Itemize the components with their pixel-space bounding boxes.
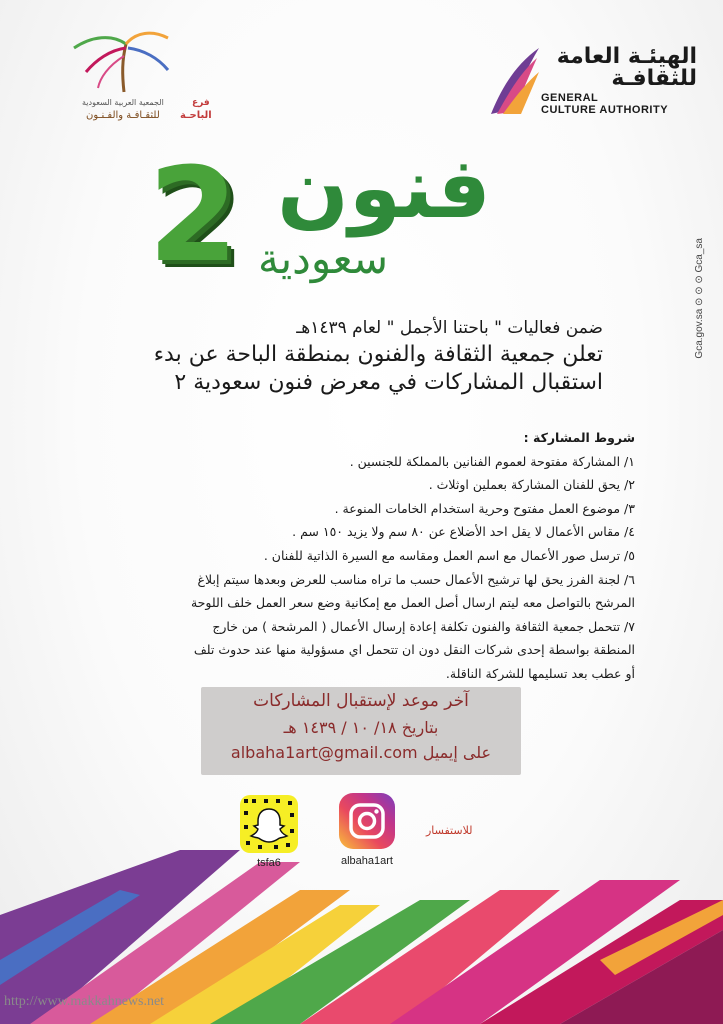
announcement-line-3: استقبال المشاركات في معرض فنون سعودية ٢ bbox=[174, 370, 603, 395]
gca-feather-icon bbox=[487, 44, 543, 116]
condition-item: أو عطب بعد تسليمها للشركة الناقلة. bbox=[445, 665, 635, 681]
side-social-text: Gca.gov.sa ⊙ ⊙ ⊙ Gca_sa bbox=[694, 238, 705, 359]
conditions-heading: شروط المشاركة : bbox=[523, 430, 635, 445]
condition-item: المرشح بالتواصل معه ليتم ارسال أصل العمل مع إمكانية وضع سعر العمل خلف اللوحة bbox=[190, 595, 635, 611]
condition-item: ٣/ موضوع العمل مفتوح وحرية استخدام الخامات المنوعة . bbox=[334, 500, 635, 516]
condition-item: المنطقة بواسطة إحدى شركات النقل دون ان تتحمل اي مسؤولية منها عند حدوث تلف bbox=[193, 642, 635, 658]
instagram-logo[interactable] bbox=[339, 793, 395, 849]
association-name: الجمعية العربية السعودية bbox=[82, 98, 164, 107]
watermark-url: http://www.makkahnews.net bbox=[4, 994, 165, 1009]
side-social-strip bbox=[694, 238, 718, 438]
condition-item: ٦/ لجنة الفرز يحق لها ترشيح الأعمال حسب ما تراه مناسب للعرض وبعدها سيتم إبلاغ bbox=[197, 571, 635, 587]
deadline-heading: آخر موعد لإستقبال المشاركات bbox=[253, 691, 469, 711]
gca-name-en-line2: CULTURE AUTHORITY bbox=[541, 104, 669, 116]
condition-item: ٤/ مقاس الأعمال لا يقل احد الأضلاع عن ٨٠ سم ولا يزيد ١٥٠ سم . bbox=[292, 524, 635, 540]
deadline-date: بتاريخ ١٨/ ١٠ / ١٤٣٩ هـ bbox=[283, 718, 439, 737]
announcement-line-2: تعلن جمعية الثقافة والفنون بمنطقة الباحة عن بدء bbox=[153, 342, 603, 367]
gca-name-ar-line1: الهيئـة العامة bbox=[556, 44, 697, 69]
condition-item: ٢/ يحق للفنان المشاركة بعملين اوثلاث . bbox=[428, 477, 635, 493]
title-word-saudia: سعودية bbox=[257, 234, 389, 283]
inquiry-label: للاستفسار bbox=[426, 824, 473, 837]
association-logo bbox=[52, 30, 222, 120]
branch-label: فرع bbox=[192, 98, 210, 108]
snapchat-username: tsfa6 bbox=[257, 857, 281, 869]
condition-item: ٥/ ترسل صور الأعمال مع اسم العمل ومقاسه مع السيرة الذاتية للفنان . bbox=[263, 547, 635, 563]
condition-item: ٧/ تتحمل جمعية الثقافة والفنون تكلفة إعادة إرسال الأعمال ( المرشحة ) من خارج bbox=[212, 618, 635, 634]
snapchat-ghost-icon bbox=[240, 795, 298, 853]
title-number: 2 bbox=[148, 139, 239, 291]
announcement-line-1: ضمن فعاليات " باحتنا الأجمل " لعام ١٤٣٩هـ bbox=[296, 318, 603, 338]
participation-conditions bbox=[75, 426, 635, 686]
gca-logo bbox=[487, 44, 697, 116]
gca-name-en-line1: GENERAL bbox=[541, 92, 599, 104]
instagram-username: albaha1art bbox=[341, 855, 393, 867]
deadline-email[interactable]: على إيميل albaha1art@gmail.com bbox=[230, 743, 492, 762]
palm-emblem-icon bbox=[52, 30, 222, 100]
deadline-box bbox=[201, 687, 521, 775]
gca-name-ar-line2: للثقافـة bbox=[611, 66, 697, 91]
branch-name: الباحـة bbox=[180, 110, 212, 121]
title-word-funun: فنون bbox=[277, 139, 491, 237]
association-name-2: للثقـافـة والفـنـون bbox=[86, 110, 160, 121]
instagram-icon bbox=[339, 793, 395, 849]
condition-item: ١/ المشاركة مفتوحة لعموم الفنانين بالمملكة للجنسين . bbox=[349, 453, 635, 469]
snapchat-code[interactable] bbox=[240, 795, 298, 853]
